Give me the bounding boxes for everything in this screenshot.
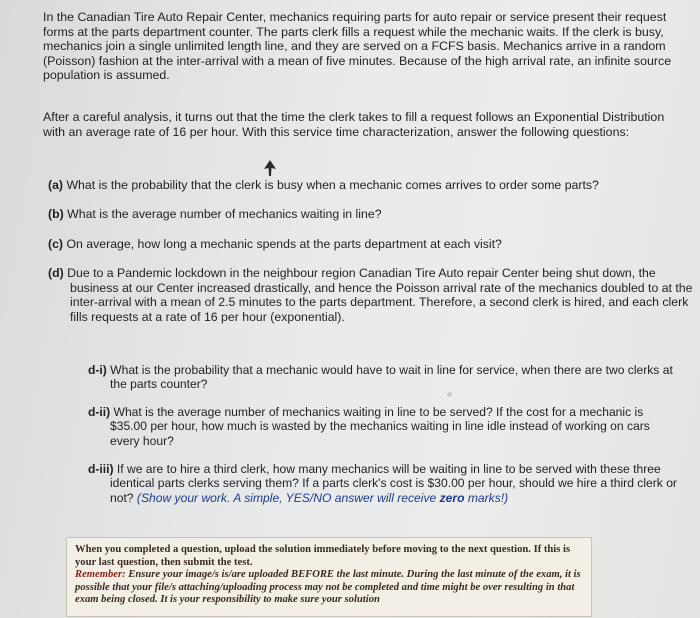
- remember-label: Remember:: [75, 569, 126, 581]
- question-c: [48, 237, 684, 252]
- question-d-i: [88, 363, 678, 392]
- remember-note: [75, 569, 583, 607]
- question-d-iii-label: d-iii): [88, 462, 114, 476]
- question-d-iii-text: If we are to hire a third clerk, how many mechanics will be waiting in line to be served with these three identical parts clerks serving them? If a parts clerk's cost is $30.00 per hour, should we hire a third clerk or not?: [110, 462, 677, 505]
- question-d: [48, 266, 700, 324]
- upload-instruction: When you completed a question, upload the solution immediately before moving to the next question. If this is your last question, then submit the test.: [75, 544, 571, 568]
- question-a: [48, 178, 684, 193]
- question-d-ii: [88, 405, 678, 448]
- question-d-ii-text: What is the average number of mechanics waiting in line to be served? If the cost for a mechanic is $35.00 per hour, how much is wasted by the mechanics waiting in line idle instead of working on cars every hour?: [110, 405, 650, 448]
- question-d-i-label: d-i): [88, 363, 107, 377]
- question-b-label: (b): [48, 207, 64, 221]
- upload-reminder-box: [66, 537, 592, 617]
- show-work-note-start: (Show your work. A simple, YES/NO answer will receive: [136, 490, 440, 505]
- question-b-text: What is the average number of mechanics waiting in line?: [63, 207, 382, 221]
- question-d-label: (d): [48, 266, 64, 280]
- question-a-text: What is the probability that the clerk is busy when a mechanic comes arrives to order some parts?: [63, 178, 599, 192]
- question-b: [48, 207, 684, 222]
- analysis-paragraph: After a careful analysis, it turns out that the time the clerk takes to fill a request follows an Exponential Distribution with an average rate of 16 per hour. With this service time characterization, answer the following questions:: [43, 110, 665, 139]
- show-work-note-zero: zero: [439, 490, 465, 505]
- question-c-label: (c): [48, 237, 64, 251]
- show-work-note: [137, 491, 508, 505]
- question-d-text: Due to a Pandemic lockdown in the neighbour region Canadian Tire Auto repair Center being shut down, the business at our Center increased drastically, and hence the Poisson arrival rate of the mechanics doubled to at the inter-arrival with a mean of 2.5 minutes to the parts department. Therefore, a second clerk is hired, and each clerk fills requests at a rate of 16 per hour (exponential).: [63, 266, 693, 324]
- intro-paragraph: In the Canadian Tire Auto Repair Center, mechanics requiring parts for auto repair or service present their request forms at the parts department counter. The parts clerk fills a request while the mechanic waits. If the clerk is busy, mechanics join a single unlimited length line, and they are served on a FCFS basis. Mechanics arrive in a random (Poisson) fashion at the inter-arrival with a mean of five minutes. Because of the high arrival rate, an infinite source population is assumed.: [43, 10, 672, 83]
- question-c-text: On average, how long a mechanic spends at the parts department at each visit?: [63, 237, 502, 251]
- question-a-label: (a): [48, 178, 64, 192]
- question-d-iii: [88, 462, 678, 505]
- screen-dust-mark: [447, 392, 452, 397]
- show-work-note-end: marks!): [464, 490, 509, 505]
- question-d-ii-label: d-ii): [88, 405, 111, 419]
- question-d-i-text: What is the probability that a mechanic would have to wait in line for service, when there are two clerks at the parts counter?: [106, 363, 673, 392]
- mouse-pointer-icon: [264, 160, 276, 176]
- remember-text: Ensure your image/s is/are uploaded BEFORE the last minute. During the last minute of the exam, it is possible that your file/s attaching/uploading process may not be completed and time might be over resulting in that exam being closed. It is your responsibility to make sure your solution: [75, 569, 581, 606]
